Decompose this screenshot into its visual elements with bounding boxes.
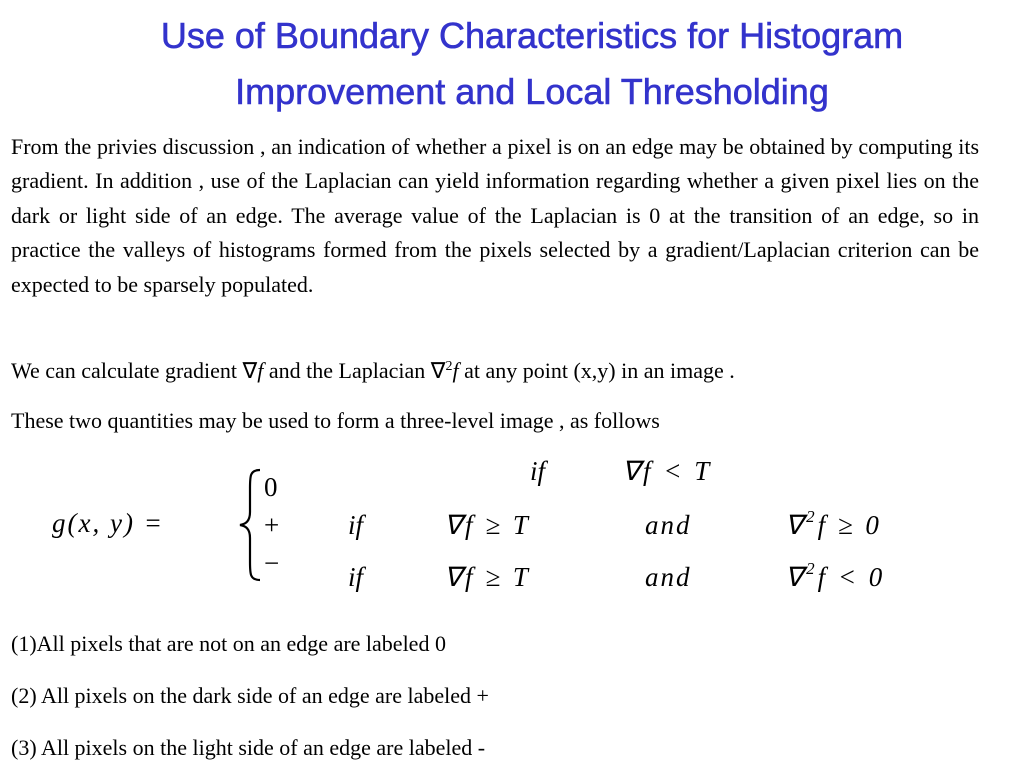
case-minus-value: − [264,548,280,578]
case-plus-value: + [264,510,280,540]
case-plus-laplacian-rest: f ≥ 0 [817,510,882,540]
case-plus-nabla: ∇ [785,510,807,540]
case-minus-and: and [645,562,692,592]
gradient-nabla: ∇ [242,358,258,383]
case-0-value: 0 [264,472,278,502]
calc-middle: and the Laplacian [263,358,431,383]
label-item-3: (3) All pixels on the light side of an edge are labeled - [11,735,486,760]
case-0-condition: ∇f < T [622,456,713,486]
intro-paragraph: From the privies discussion , an indication of whether a pixel is on an edge may be obtained by computing its gradient. In addition , use of the Laplacian can yield information regarding whether a given pixel lies on the dark or light side of an edge. The average value of the Laplacian is 0 at the transition of an edge, so in practice the valleys of histograms formed from the pixels selected by a gradient/Laplacian criterion can be expected to be sparsely populated. [11,134,979,297]
slide-title-line-1: Use of Boundary Characteristics for Histogram [160,15,904,56]
case-0-if: if [530,456,546,486]
case-plus-and: and [645,510,692,540]
case-plus-laplacian-condition [785,507,882,540]
case-minus-if: if [348,562,364,592]
calc-prefix: We can calculate gradient [11,358,243,383]
three-level-sentence: These two quantities may be used to form a three-level image , as follows [11,408,660,433]
case-minus-nabla: ∇ [785,562,807,592]
label-item-1: (1)All pixels that are not on an edge are labeled 0 [11,631,446,656]
laplacian-superscript: 2 [445,359,453,374]
case-plus-superscript: 2 [806,507,818,526]
case-minus-laplacian-condition [785,559,886,592]
slide-title-line-2: Improvement and Local Thresholding [235,71,829,112]
case-minus-gradient-condition: ∇f ≥ T [444,562,531,592]
left-brace-icon [236,468,266,582]
case-minus-superscript: 2 [806,559,818,578]
case-plus-if: if [348,510,364,540]
case-plus-gradient-condition: ∇f ≥ T [444,510,531,540]
gradient-f: f [257,358,264,383]
equation-lhs: g(x, y) = [52,508,164,538]
calc-sentence [11,358,735,384]
label-item-2: (2) All pixels on the dark side of an edge are labeled + [11,683,489,708]
calc-suffix: at any point (x,y) in an image . [458,358,735,383]
laplacian-nabla: ∇ [430,358,446,383]
laplacian-f: f [452,358,459,383]
case-minus-laplacian-rest: f < 0 [817,562,886,592]
